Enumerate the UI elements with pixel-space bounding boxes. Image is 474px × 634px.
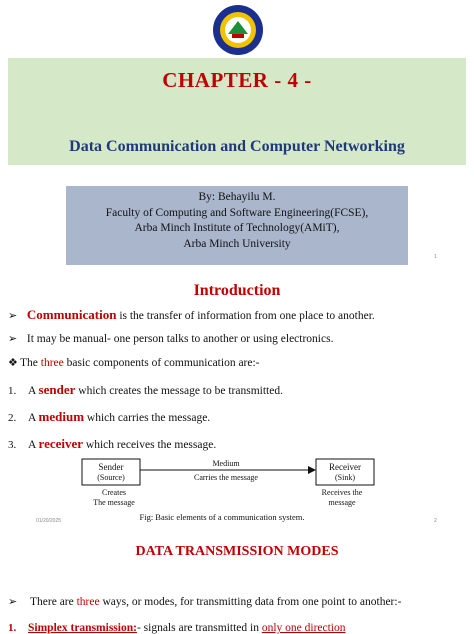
- figure-caption: Fig: Basic elements of a communication system.: [139, 512, 305, 522]
- introduction-title: Introduction: [193, 282, 281, 299]
- term-simplex: Simplex transmission:: [28, 622, 137, 634]
- author-box: [66, 186, 408, 265]
- term-communication: Communication: [26, 307, 117, 322]
- item-text: A: [28, 385, 39, 397]
- item-text: which receives the message.: [83, 439, 217, 451]
- sender-label: Sender: [98, 462, 124, 472]
- point-text: There are: [30, 596, 77, 608]
- term-receiver: receiver: [38, 436, 84, 451]
- receiver-sub: (Sink): [335, 473, 355, 482]
- page-number: 1: [434, 254, 437, 260]
- item-text: which creates the message to be transmitted.: [75, 385, 283, 397]
- transmission-item-simplex: [8, 622, 346, 634]
- chapter-subtitle: Data Communication and Computer Networking: [69, 138, 405, 155]
- author-line: Arba Minch Institute of Technology(AMiT),: [134, 222, 340, 234]
- arrow-head-icon: [308, 466, 316, 474]
- component-item-receiver: [8, 436, 216, 452]
- arrow-bullet-icon: ➢: [8, 310, 18, 322]
- transmission-modes-title: DATA TRANSMISSION MODES: [135, 544, 339, 559]
- highlight-three: three: [40, 357, 64, 369]
- communication-diagram: [80, 456, 400, 526]
- intro-point-manual: [8, 332, 333, 345]
- component-item-medium: [8, 409, 210, 425]
- title-band: [8, 58, 466, 165]
- item-text: which carries the message.: [84, 412, 211, 424]
- chapter-title: CHAPTER - 4 -: [162, 68, 312, 92]
- creates-line2: The message: [93, 498, 135, 507]
- diamond-bullet-icon: ❖: [8, 357, 18, 369]
- sender-sub: (Source): [97, 473, 125, 482]
- medium-label: Medium: [212, 459, 240, 468]
- list-number: 3.: [8, 439, 17, 451]
- author-line: Arba Minch University: [183, 237, 291, 250]
- point-text: is the transfer of information from one place to another.: [116, 310, 375, 322]
- page-number: 2: [434, 518, 437, 524]
- slide-date: 01/20/2025: [36, 518, 62, 524]
- item-text: A: [28, 439, 39, 451]
- arrow-bullet-icon: ➢: [8, 596, 18, 608]
- medium-sub: Carries the message: [194, 473, 258, 482]
- term-medium: medium: [38, 409, 85, 424]
- university-logo: [212, 4, 264, 56]
- author-line: Faculty of Computing and Software Engineering(FCSE),: [105, 206, 369, 219]
- item-text: - signals are transmitted in: [136, 622, 262, 634]
- item-text: A: [28, 412, 39, 424]
- point-text: It may be manual- one person talks to another or using electronics.: [26, 333, 334, 345]
- receives-line1: Receives the: [321, 488, 363, 497]
- list-number: 2.: [8, 412, 17, 424]
- highlight-one-direction: only one direction: [261, 622, 346, 634]
- list-number: 1.: [8, 385, 17, 397]
- component-item-sender: [8, 382, 283, 398]
- receives-line2: message: [328, 498, 356, 507]
- intro-point-components: [8, 356, 260, 369]
- transmission-point-ways: [8, 595, 401, 608]
- list-number: 1.: [8, 622, 17, 634]
- highlight-three: three: [76, 596, 100, 608]
- term-sender: sender: [38, 382, 76, 397]
- creates-line1: Creates: [102, 488, 126, 497]
- intro-point-communication: [8, 307, 375, 323]
- point-text: basic components of communication are:-: [63, 357, 260, 369]
- point-text: The: [20, 357, 41, 369]
- arrow-bullet-icon: ➢: [8, 333, 18, 345]
- point-text: ways, or modes, for transmitting data from one point to another:-: [99, 596, 402, 608]
- author-line: By: Behayilu M.: [198, 191, 276, 203]
- receiver-label: Receiver: [329, 462, 361, 472]
